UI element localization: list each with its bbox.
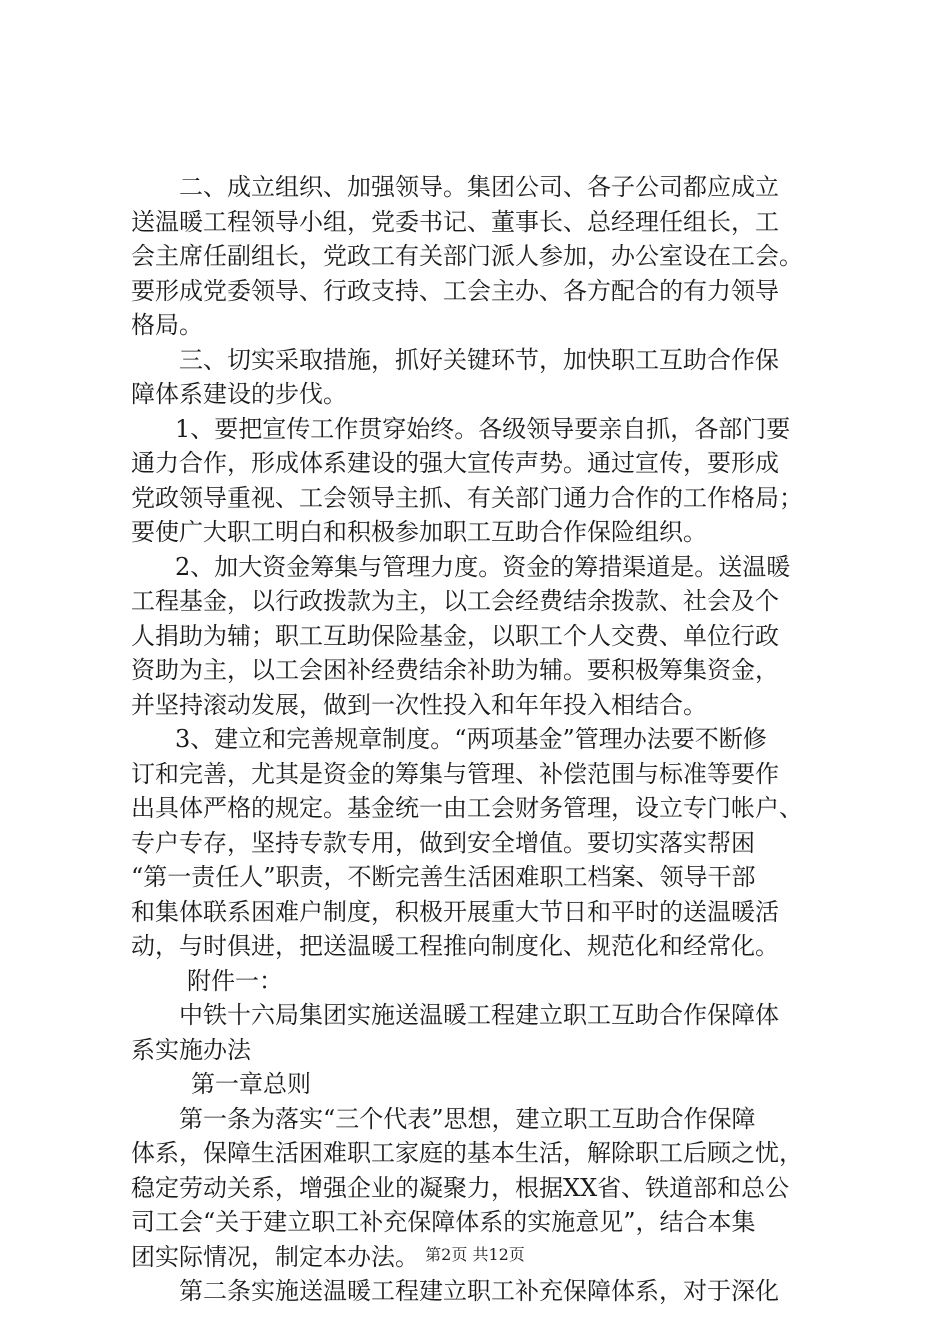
- paragraph-line: 要使广大职工明白和积极参加职工互助合作保险组织。: [131, 518, 707, 546]
- paragraph-line: 党政领导重视、工会领导主抓、有关部门通力合作的工作格局；: [131, 483, 803, 512]
- attachment-title: 中铁十六局集团实施送温暖工程建立职工互助合作保障体: [179, 1001, 779, 1029]
- paragraph-line: 二、成立组织、加强领导。集团公司、各子公司都应成立: [179, 173, 779, 201]
- paragraph-line: 稳定劳动关系，增强企业的凝聚力，根据XX省、铁道部和总公: [131, 1173, 790, 1202]
- chapter-heading: 第一章总则: [191, 1070, 311, 1098]
- document-body: [131, 170, 831, 1309]
- paragraph-line: 资助为主，以工会困补经费结余补助为辅。要积极筹集资金，: [131, 656, 779, 684]
- paragraph-line: 格局。: [131, 311, 203, 339]
- paragraph-line: 司工会“关于建立职工补充保障体系的实施意见”，结合本集: [131, 1208, 756, 1236]
- paragraph-line: 工程基金，以行政拨款为主，以工会经费结余拨款、社会及个: [131, 587, 779, 615]
- page-number: 第2页 共12页: [425, 1245, 525, 1264]
- attachment-title: 系实施办法: [131, 1035, 251, 1064]
- paragraph-line: 第二条实施送温暖工程建立职工补充保障体系，对于深化: [179, 1277, 779, 1305]
- paragraph-line: 团实际情况，制定本办法。: [131, 1242, 419, 1271]
- paragraph-line: 送温暖工程领导小组，党委书记、董事长、总经理任组长，工: [131, 207, 779, 236]
- paragraph-line: 并坚持滚动发展，做到一次性投入和年年投入相结合。: [131, 690, 707, 719]
- paragraph-line: 订和完善，尤其是资金的筹集与管理、补偿范围与标准等要作: [131, 759, 779, 788]
- paragraph-line: 专户专存，坚持专款专用，做到安全增值。要切实落实帮困: [131, 828, 755, 857]
- paragraph-line: 通力合作，形成体系建设的强大宣传声势。通过宣传，要形成: [131, 449, 779, 477]
- paragraph-line: 1、要把宣传工作贯穿始终。各级领导要亲自抓，各部门要: [175, 414, 791, 443]
- paragraph-line: 出具体严格的规定。基金统一由工会财务管理，设立专门帐户、: [131, 794, 803, 822]
- paragraph-line: 会主席任副组长，党政工有关部门派人参加，办公室设在工会。: [131, 242, 803, 270]
- paragraph-line: 动，与时俱进，把送温暖工程推向制度化、规范化和经常化。: [131, 932, 779, 960]
- paragraph-line: 要形成党委领导、行政支持、工会主办、各方配合的有力领导: [131, 276, 779, 305]
- paragraph-line: 第一条为落实“三个代表”思想，建立职工互助合作保障: [179, 1104, 756, 1133]
- paragraph-line: “第一责任人”职责，不断完善生活困难职工档案、领导干部: [131, 863, 756, 891]
- paragraph-line: 三、切实采取措施，抓好关键环节，加快职工互助合作保: [179, 345, 779, 374]
- attachment-label: 附件一：: [187, 966, 283, 995]
- paragraph-line: 2、加大资金筹集与管理力度。资金的筹措渠道是。送温暖: [175, 552, 791, 581]
- paragraph-line: 人捐助为辅；职工互助保险基金，以职工个人交费、单位行政: [131, 621, 779, 650]
- paragraph-line: 体系，保障生活困难职工家庭的基本生活，解除职工后顾之忧，: [131, 1139, 803, 1167]
- paragraph-line: 3、建立和完善规章制度。“两项基金”管理办法要不断修: [175, 725, 767, 753]
- paragraph-line: 和集体联系困难户制度，积极开展重大节日和平时的送温暖活: [131, 897, 779, 926]
- paragraph-line: 障体系建设的步伐。: [131, 380, 347, 408]
